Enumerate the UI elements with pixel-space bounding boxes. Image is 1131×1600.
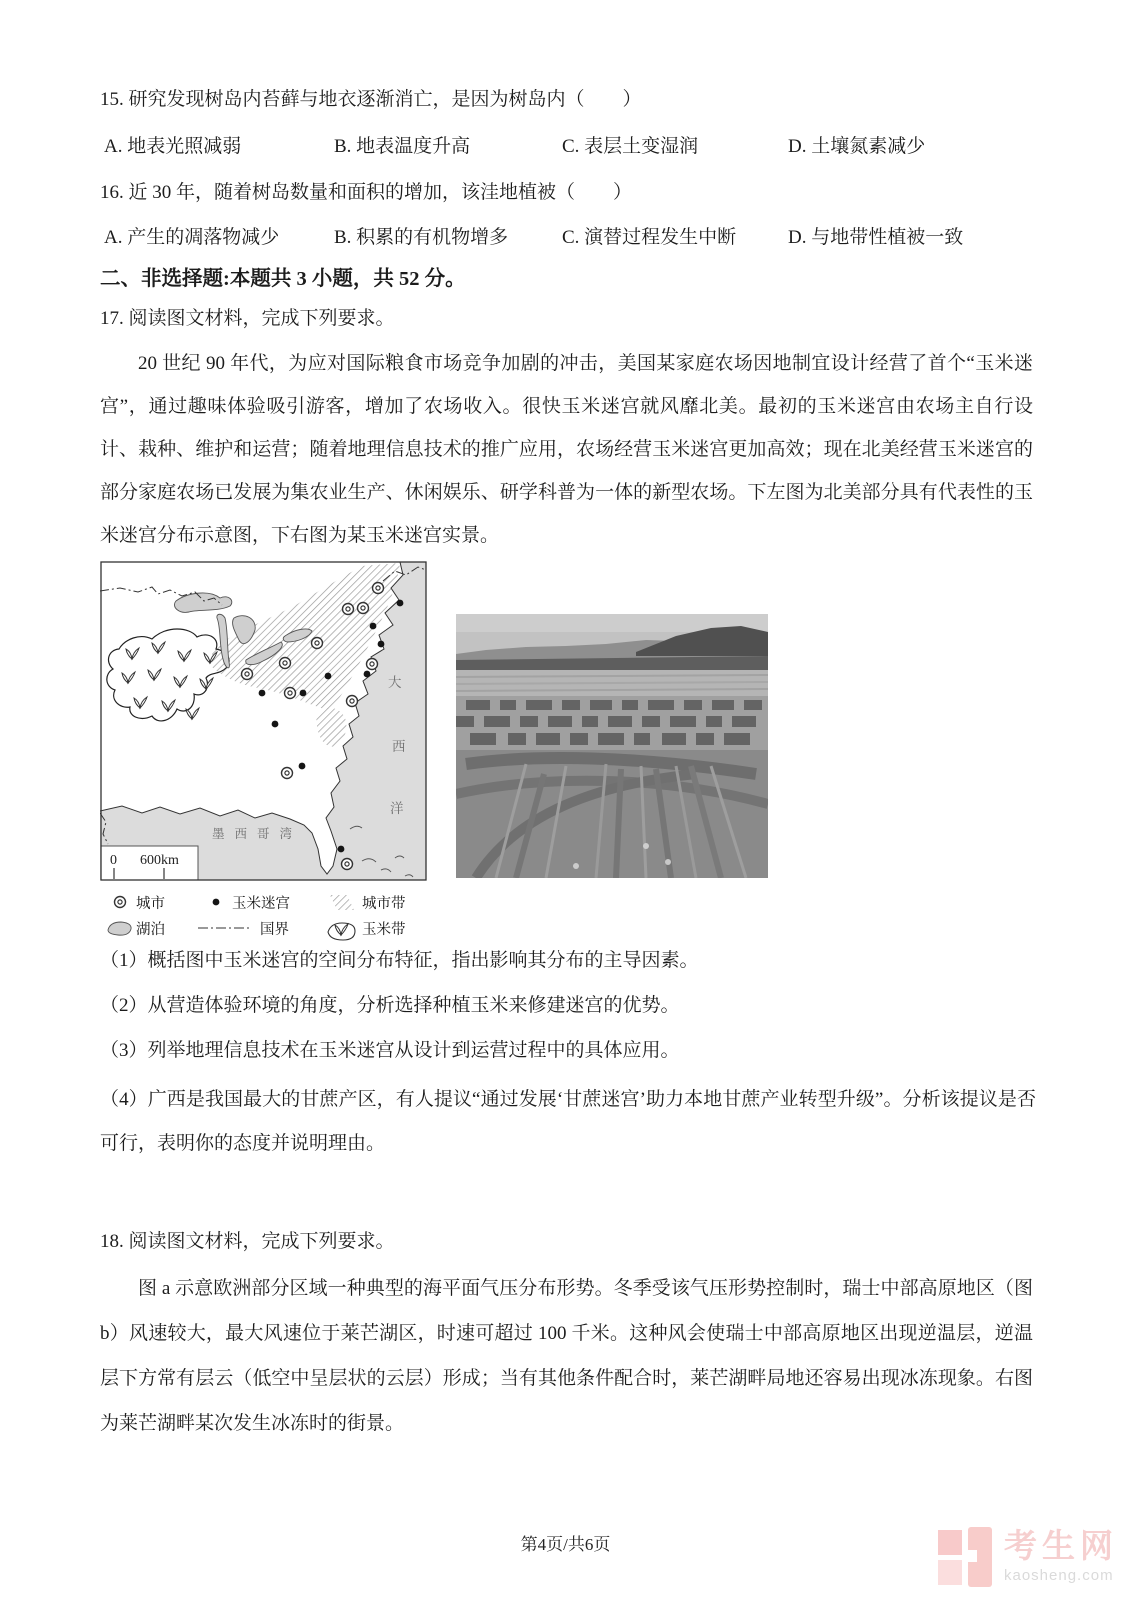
q15-option-d: D. 土壤氮素减少 [788,136,926,157]
q16-option-c: C. 演替过程发生中断 [562,227,737,248]
legend-corn-belt-label: 玉米带 [362,922,406,938]
legend-lake-label: 湖泊 [136,922,165,938]
corn-maze-photo-figure [456,614,768,883]
map-legend [108,895,406,940]
question-15-options [104,133,1054,161]
question-17-sub1: （1）概括图中玉米迷宫的空间分布特征，指出影响其分布的主导因素。 [100,950,699,971]
question-15-stem: 15. 研究发现树岛内苔藓与地衣逐渐消亡，是因为树岛内（ ） [100,89,642,110]
watermark-en-text: kaosheng.com [1004,1567,1114,1584]
svg-text:大: 大 [388,675,402,690]
question-17-intro: 17. 阅读图文材料，完成下列要求。 [100,308,395,329]
svg-text:西: 西 [392,739,406,754]
question-18-intro: 18. 阅读图文材料，完成下列要求。 [100,1231,395,1252]
watermark-cn-text: 考生网 [1004,1529,1118,1565]
q16-option-d: D. 与地带性植被一致 [788,227,964,248]
kaosheng-logo-icon [938,1525,994,1589]
q16-option-a: A. 产生的凋落物减少 [104,227,280,248]
svg-text:洋: 洋 [390,801,404,816]
question-18-material: 图 a 示意欧洲部分区域一种典型的海平面气压分布形势。冬季受该气压形势控制时，瑞士中部高原地区（图 b）风速较大，最大风速位于莱芒湖区，时速可超过 100 千米。这种风会使瑞士中部高原地区出现逆温层，逆温层下方常有层云（低空中呈层状的云层）形成；当有其他条件配合时，莱芒湖畔局地还容易出现冰冻现象。右图为莱芒湖畔某次发生冰冻时的街景。 [100,1278,1033,1434]
legend-city-label: 城市 [136,896,165,912]
question-17-sub2: （2）从营造体验环境的角度，分析选择种植玉米来修建迷宫的优势。 [100,995,680,1016]
kaosheng-watermark [938,1520,1124,1594]
legend-urban-belt-icon [330,895,354,910]
corn-maze-distribution-map [100,561,427,941]
map-scale-bar [101,846,198,880]
q15-option-a: A. 地表光照减弱 [104,136,242,157]
question-17-sub3: （3）列举地理信息技术在玉米迷宫从设计到运营过程中的具体应用。 [100,1040,680,1061]
q15-option-b: B. 地表温度升高 [334,136,471,157]
legend-maze-icon [213,899,220,906]
question-17-material: 20 世纪 90 年代，为应对国际粮食市场竞争加剧的冲击，美国某家庭农场因地制宜设计经营了首个“玉米迷宫”，通过趣味体验吸引游客，增加了农场收入。很快玉米迷宫就风靡北美。最初的玉米迷宫由农场主自行设计、栽种、维护和运营；随着地理信息技术的推广应用，农场经营玉米迷宫更加高效；现在北美经营玉米迷宫的部分家庭农场已发展为集农业生产、休闲娱乐、研学科普为一体的新型农场。下左图为北美部分具有代表性的玉米迷宫分布示意图，下右图为某玉米迷宫实景。 [100,353,1033,546]
legend-city-icon [115,897,126,908]
page-number: 第4页/共6页 [520,1535,611,1554]
legend-urban-belt-label: 城市带 [362,896,406,912]
q16-option-b: B. 积累的有机物增多 [334,227,509,248]
legend-maze-label: 玉米迷宫 [232,896,290,912]
svg-text:600km: 600km [140,853,179,868]
svg-text:0: 0 [110,853,117,868]
distribution-map-figure [100,561,427,946]
legend-lake-icon [108,922,131,935]
gulf-of-mexico-label: 墨西哥湾 [212,827,303,841]
corn-maze-photo [456,614,768,878]
question-17-sub4: （4）广西是我国最大的甘蔗产区，有人提议“通过发展‘甘蔗迷宫’助力本地甘蔗产业转型升级”。分析该提议是否可行，表明你的态度并说明理由。 [100,1089,1036,1154]
question-16-stem: 16. 近 30 年，随着树岛数量和面积的增加，该洼地植被（ ） [100,182,633,203]
q15-option-c: C. 表层土变湿润 [562,136,699,157]
legend-border-label: 国界 [260,922,289,938]
section-2-header: 二、非选择题:本题共 3 小题，共 52 分。 [100,268,466,290]
question-16-options [104,224,1054,252]
